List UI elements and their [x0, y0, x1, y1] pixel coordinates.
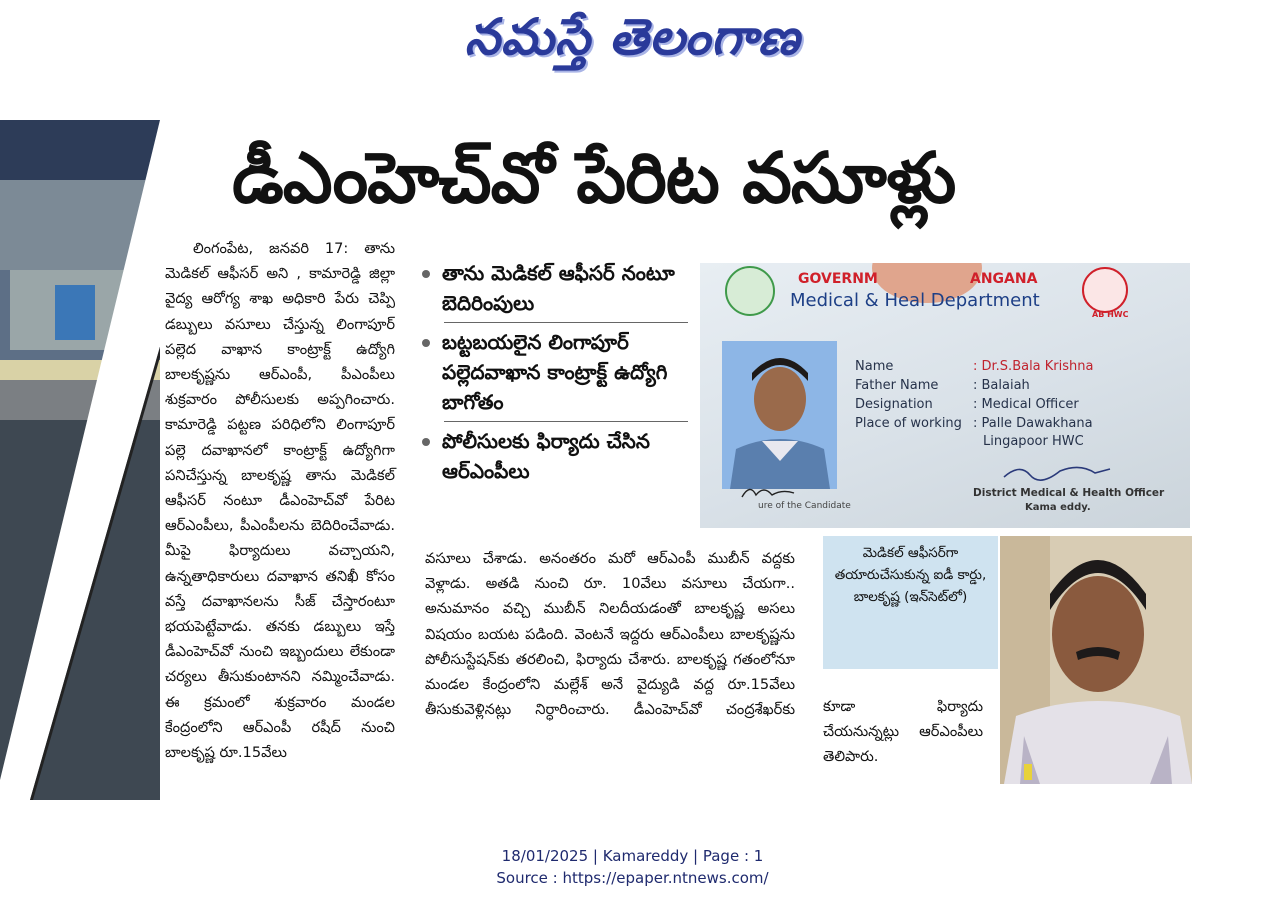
bullet-icon	[422, 270, 430, 278]
card-holder-photo	[722, 341, 837, 489]
card-header-left: GOVERNM	[798, 271, 878, 287]
bullet-icon	[422, 438, 430, 446]
signature-label: ure of the Candidate	[758, 501, 851, 511]
photo-caption-box	[823, 536, 998, 669]
article-paragraph: కూడా ఫిర్యాదు చేయనున్నట్లు ఆర్‌ఎంపీలు తెలిపారు.	[823, 698, 983, 766]
field-label-place: Place of working	[855, 416, 962, 431]
footer-source: Source : https://epaper.ntnews.com/	[496, 869, 769, 887]
card-issuer: District Medical & Health Officer	[973, 487, 1165, 499]
headline: డీఎంహెచ్‌వో పేరిట వసూళ్లు	[232, 137, 956, 219]
field-value-designation: : Medical Officer	[973, 397, 1079, 412]
card-header-right: ANGANA	[970, 271, 1038, 287]
article-paragraph: వసూలు చేశాడు. అనంతరం మరో ఆర్‌ఎంపీ ముబీన్ వద్దకు వెళ్లాడు. అతడి నుంచి రూ. 10వేలు వసూలు చేయగా.. అనుమానం వచ్చి ముబీన్ నిలదీయడంతో బాలకృష్ణ అసలు విషయం బయట పడింది. వెంటనే ఇద్దరు ఆర్‌ఎంపీలు బాలకృష్ణను పోలీసుస్టేషన్‌కు తరలించి, ఫిర్యాదు చేశారు. బాలకృష్ణ గతంలోనూ మండల కేంద్రంలోని మల్లేశ్ అనే వైద్యుడి వద్ద రూ.15వేలు తీసుకువెళ్లినట్లు నిర్ధారించారు. డీఎంహెచ్‌వో చంద్రశేఖర్‌కు	[425, 550, 795, 719]
card-department: Medical & Heal Department	[790, 290, 1040, 311]
field-value-name: : Dr.S.Bala Krishna	[973, 359, 1094, 374]
field-label-father-name: Father Name	[855, 378, 939, 393]
government-seal-icon	[725, 266, 775, 316]
highlight-text: పోలీసులకు ఫిర్యాదు చేసిన ఆర్‌ఎంపీలు	[442, 429, 650, 483]
id-card-photo	[700, 263, 1190, 528]
highlight-text: తాను మెడికల్ ఆఫీసర్ నంటూ బెదిరింపులు	[442, 261, 675, 315]
footer	[0, 845, 1265, 889]
field-label-designation: Designation	[855, 397, 933, 412]
highlights-list	[420, 254, 692, 490]
inset-portrait-photo	[1000, 536, 1192, 784]
signature-icon	[1000, 459, 1120, 485]
field-value-place-line2: Lingapoor HWC	[983, 434, 1084, 449]
highlight-text: బట్టబయలైన లింగాపూర్ పల్లెదవాఖాన కాంట్రాక్ట్ ఉద్యోగి బాగోతం	[442, 330, 668, 414]
bullet-icon	[422, 339, 430, 347]
field-value-place: : Palle Dawakhana	[973, 416, 1093, 431]
masthead-logo: నమస్తే తెలంగాణ	[464, 8, 801, 66]
photo-caption: మెడికల్ ఆఫీసర్‌గా తయారుచేసుకున్న ఐడీ కార్డు, బాలకృష్ణ (ఇన్‌సెట్‌లో)	[834, 545, 987, 605]
highlight-item	[420, 323, 692, 421]
nhm-label: AB HWC	[1092, 310, 1129, 319]
candidate-signature-icon	[738, 481, 798, 503]
article-column-2	[425, 546, 795, 722]
national-health-mission-logo-icon	[1082, 267, 1128, 313]
article-column-3	[823, 694, 983, 770]
article-paragraph: లింగంపేట, జనవరి 17: తాను మెడికల్ ఆఫీసర్ అని , కామారెడ్డి జిల్లా వైద్య ఆరోగ్య శాఖ అధికారి పేరు చెప్పి డబ్బులు వసూలు చేస్తున్న లింగాపూర్ పల్లెద వాఖాన కాంట్రాక్ట్ ఉద్యోగి బాలకృష్ణను ఆర్‌ఎంపీ, పీఎంపీలు శుక్రవారం పోలీసులకు అప్పగించారు. కామారెడ్డి పట్టణ పరిధిలోని లింగాపూర్ పల్లె దవాఖానలో కాంట్రాక్ట్ ఉద్యోగిగా పనిచేస్తున్న బాలకృష్ణ తాను మెడికల్ ఆఫీసర్ నంటూ డీఎంహెచ్‌వో పేరిట ఆర్‌ఎంపీలు, పీఎంపీలను బెదిరించేవాడు. మీపై ఫిర్యాదులు వచ్చాయని, ఉన్నతాధికారులు దవాఖాన తనిఖీ కోసం వస్తే దవాఖానలను సీజ్ చేస్తారంటూ భయపెట్టేవాడు. తనకు డబ్బులు ఇస్తే డీఎంహెచ్‌వో నుంచి ఇబ్బందులు లేకుండా చర్యలు తీసుకుంటానని నమ్మించేవాడు. ఈ క్రమంలో శుక్రవారం మండల కేంద్రంలోని ఆర్‌ఎంపీ రషీద్ నుంచి బాలకృష్ణ రూ.15వేలు	[165, 240, 395, 762]
card-issuer-place: Kama eddy.	[1025, 502, 1091, 513]
field-label-name: Name	[855, 359, 894, 374]
highlight-item	[420, 422, 692, 490]
field-value-father-name: : Balaiah	[973, 378, 1030, 393]
highlight-item	[420, 254, 692, 322]
footer-date-page: 18/01/2025 | Kamareddy | Page : 1	[501, 847, 764, 865]
article-column-1	[165, 236, 395, 765]
street-photo	[0, 120, 160, 800]
